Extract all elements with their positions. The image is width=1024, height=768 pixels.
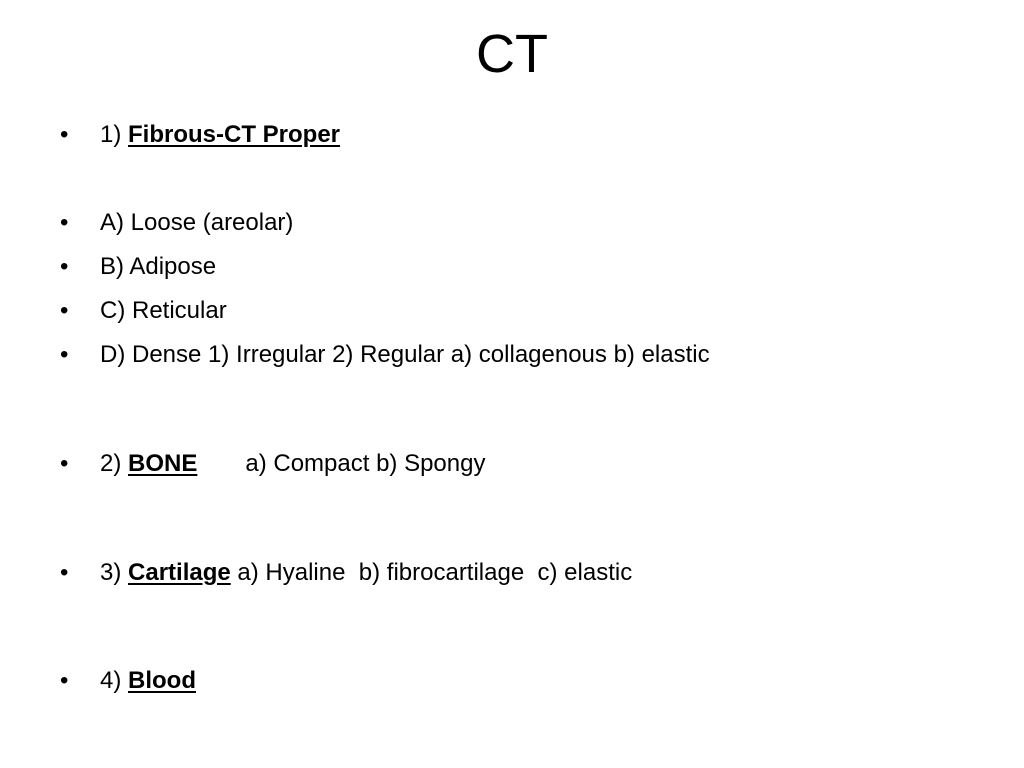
bullet-dot: •	[60, 341, 69, 368]
bullet-dot: •	[60, 667, 69, 694]
list-item-fibrous-ct-proper	[60, 120, 340, 150]
list-item-reticular	[60, 296, 227, 326]
bullet-dot: •	[60, 450, 69, 477]
slide-title: CT	[476, 24, 548, 84]
item-prefix: 3)	[100, 559, 129, 586]
bullet-dot: •	[60, 209, 69, 236]
item-text: C) Reticular	[100, 297, 227, 324]
item-suffix: a) Compact b) Spongy	[245, 450, 486, 477]
item-text: B) Adipose	[100, 253, 217, 280]
item-suffix: a) Hyaline b) fibrocartilage c) elastic	[230, 559, 633, 586]
item-text: A) Loose (areolar)	[100, 209, 294, 236]
item-heading-bone: BONE	[128, 450, 198, 477]
item-heading-fibrous-ct-proper: Fibrous-CT Proper	[128, 121, 341, 148]
item-heading-cartilage: Cartilage	[128, 559, 231, 586]
item-prefix: 2)	[100, 450, 129, 477]
list-item-cartilage	[60, 558, 632, 588]
bullet-dot: •	[60, 559, 69, 586]
list-item-blood	[60, 666, 196, 696]
bullet-dot: •	[60, 297, 69, 324]
item-prefix: 1)	[100, 121, 129, 148]
item-prefix: 4)	[100, 667, 129, 694]
item-text: D) Dense 1) Irregular 2) Regular a) collagenous b) elastic	[100, 341, 710, 368]
list-item-dense	[60, 340, 710, 370]
item-heading-blood: Blood	[128, 667, 196, 694]
list-item-adipose	[60, 252, 216, 282]
list-item-bone	[60, 449, 485, 479]
bullet-dot: •	[60, 121, 69, 148]
bullet-dot: •	[60, 253, 69, 280]
list-item-loose-areolar	[60, 208, 293, 238]
